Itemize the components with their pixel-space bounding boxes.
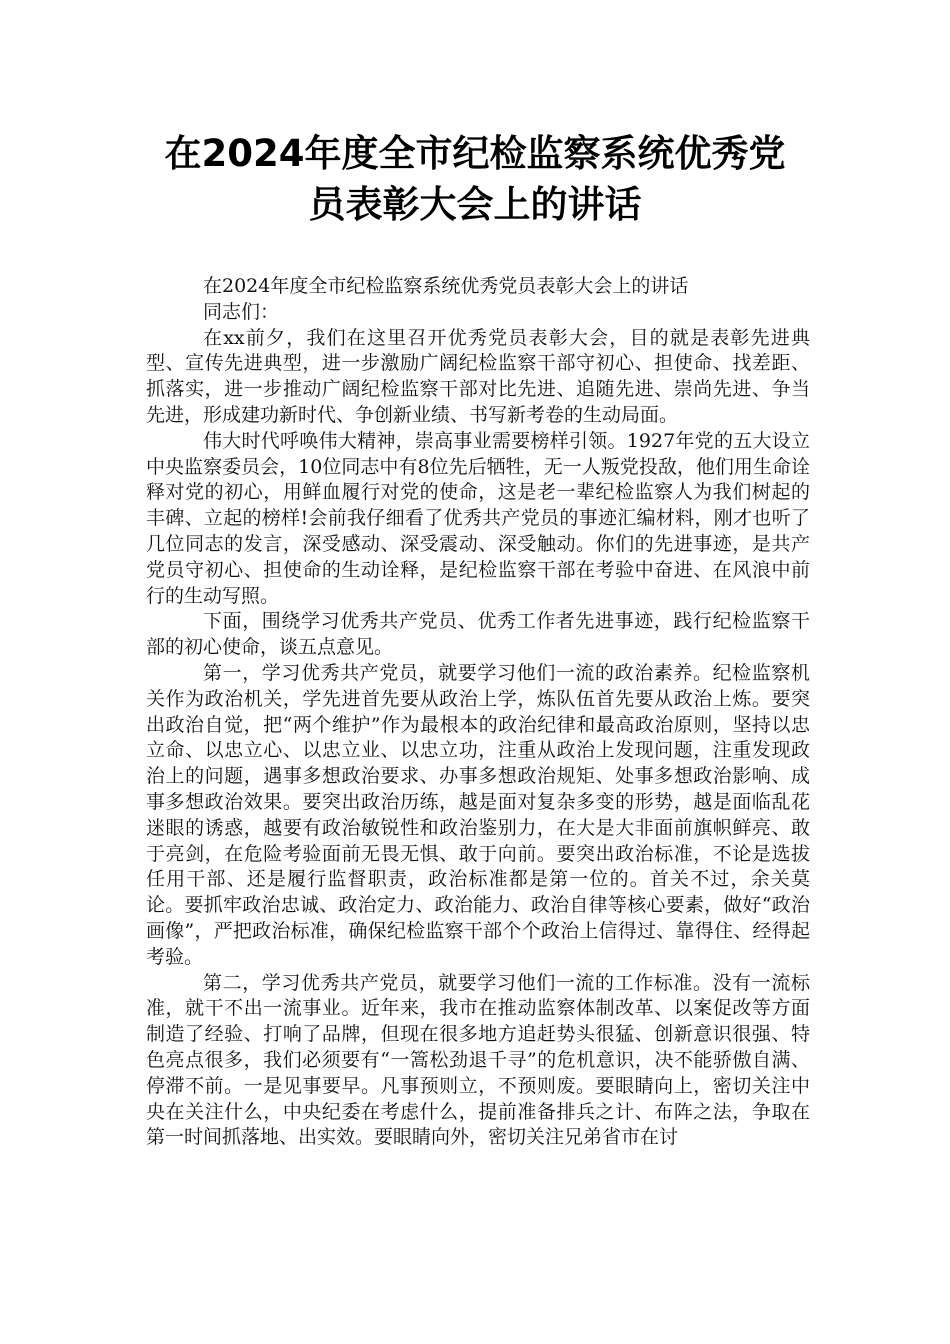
body-paragraph: 下面，围绕学习优秀共产党员、优秀工作者先进事迹，践行纪检监察干部的初心使命，谈五点意见。 [146,610,810,659]
document-body [146,274,810,1151]
body-paragraph: 在xx前夕，我们在这里召开优秀党员表彰大会，目的就是表彰先进典型、宣传先进典型，进一步激励广阔纪检监察干部守初心、担使命、找差距、抓落实，进一步推动广阔纪检监察干部对比先进、追随先进、崇尚先进、争当先进，形成建功新时代、争创新业绩、书写新考卷的生动局面。 [146,326,810,426]
title-line-2: 员表彰大会上的讲话 [308,183,642,226]
title-line-1: 在2024年度全市纪检监察系统优秀党 [164,132,786,175]
body-paragraph: 同志们： [203,300,280,323]
body-paragraph: 伟大时代呼唤伟大精神，崇高事业需要榜样引领。1927年党的五大设立中央监察委员会，10位同志中有8位先后牺牲，无一人叛党投敌，他们用生命诠释对党的初心，用鲜血履行对党的使命，这是老一辈纪检监察人为我们树起的丰碑、立起的榜样!会前我仔细看了优秀共产党员的事迹汇编材料，刚才也听了几位同志的发言，深受感动、深受震动、深受触动。你们的先进事迹，是共产党员守初心、担使命的生动诠释，是纪检监察干部在考验中奋进、在风浪中前行的生动写照。 [146,429,810,607]
body-paragraph: 第二，学习优秀共产党员，就要学习他们一流的工作标准。没有一流标准，就干不出一流事业。近年来，我市在推动监察体制改革、以案促改等方面制造了经验、打响了品牌，但现在很多地方追赶势头很猛、创新意识很强、特色亮点很多，我们必须要有“一篙松劲退千寻”的危机意识，决不能骄傲自满、停滞不前。一是见事要早。凡事预则立，不预则废。要眼睛向上，密切关注中央在关注什么，中央纪委在考虑什么，提前准备排兵之计、布阵之法，争取在第一时间抓落地、出实效。要眼睛向外，密切关注兄弟省市在讨 [146,971,810,1149]
body-paragraph: 第一，学习优秀共产党员，就要学习他们一流的政治素养。纪检监察机关作为政治机关，学先进首先要从政治上学，炼队伍首先要从政治上炼。要突出政治自觉，把“两个维护”作为最根本的政治纪律和最高政治原则，坚持以忠立命、以忠立心、以忠立业、以忠立功，注重从政治上发现问题，注重发现政治上的问题，遇事多想政治要求、办事多想政治规矩、处事多想政治影响、成事多想政治效果。要突出政治历练，越是面对复杂多变的形势，越是面临乱花迷眼的诱惑，越要有政治敏锐性和政治鉴别力，在大是大非面前旗帜鲜亮、敢于亮剑，在危险考验面前无畏无惧、敢于向前。要突出政治标准，不论是选拔任用干部、还是履行监督职责，政治标准都是第一位的。首关不过，余关莫论。要抓牢政治忠诚、政治定力、政治能力、政治自律等核心要素，做好“政治画像”，严把政治标准，确保纪检监察干部个个政治上信得过、靠得住、经得起考验。 [146,661,810,968]
document-title [130,128,820,230]
body-paragraph: 在2024年度全市纪检监察系统优秀党员表彰大会上的讲话 [203,275,689,297]
